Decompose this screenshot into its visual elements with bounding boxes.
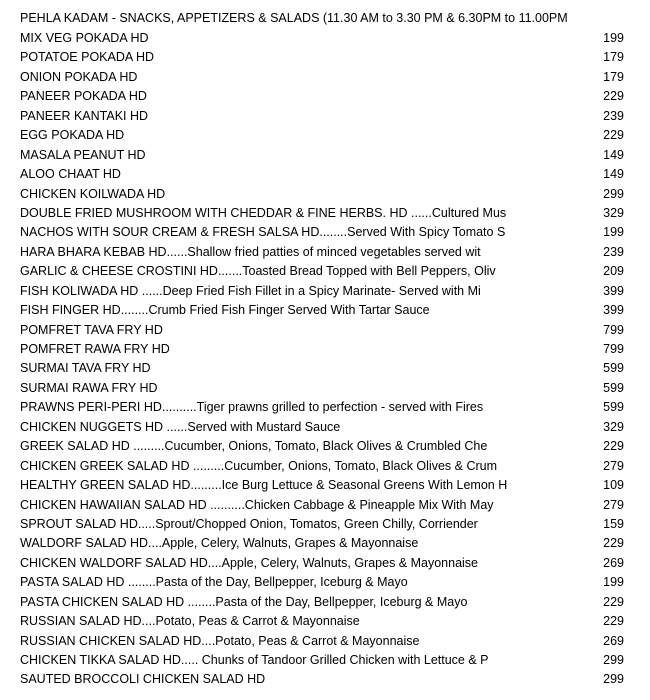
item-price: 329 [603,205,624,220]
item-price: 599 [603,361,624,376]
item-name: CHICKEN TIKKA SALAD HD..... Chunks of Tandoor Grilled Chicken with Lettuce & P [20,653,489,667]
menu-row [0,418,650,437]
item-name: ALOO CHAAT HD [20,167,121,182]
item-name: PANEER KANTAKI HD [20,108,149,123]
menu-row [0,612,650,631]
item-name: CHICKEN KOILWADA HD [20,186,166,201]
item-name: PASTA CHICKEN SALAD HD ........Pasta of the Day, Bellpepper, Iceburg & Mayo [20,594,468,609]
menu-row [0,126,650,145]
item-price: 109 [603,478,624,493]
menu-row [0,398,650,417]
menu-row [0,515,650,534]
menu-row [0,301,650,320]
item-price: 279 [603,497,624,512]
item-price: 229 [603,128,624,143]
menu-row [0,262,650,281]
item-price: 239 [603,108,624,123]
menu-section-title: PEHLA KADAM - SNACKS, APPETIZERS & SALADS (11.30 AM to 3.30 PM & 6.30PM to 11.00PM [20,11,568,25]
menu-row [0,359,650,378]
item-name: PANEER POKADA HD [20,89,147,104]
item-name: CHICKEN WALDORF SALAD HD....Apple, Celery, Walnuts, Grapes & Mayonnaise [20,555,479,570]
item-price: 799 [603,322,624,337]
menu-row [0,29,650,48]
menu-row [0,48,650,67]
item-price: 399 [603,283,624,298]
item-name: CHICKEN HAWAIIAN SALAD HD ..........Chicken Cabbage & Pineapple Mix With May [20,497,494,512]
item-price: 179 [603,50,624,65]
menu-row [0,204,650,223]
item-name: FISH FINGER HD........Crumb Fried Fish Finger Served With Tartar Sauce [20,303,430,318]
item-price: 799 [603,342,624,356]
menu-row [0,457,650,476]
item-name: GARLIC & CHEESE CROSTINI HD.......Toasted Bread Topped with Bell Peppers, Oliv [20,264,496,279]
item-name: EGG POKADA HD [20,128,125,143]
item-price: 269 [603,633,624,648]
item-name: HEALTHY GREEN SALAD HD.........Ice Burg Lettuce & Seasonal Greens With Lemon H [20,478,508,493]
menu-row [0,496,650,515]
item-price: 199 [603,31,624,45]
menu-row [0,593,650,612]
item-price: 329 [603,419,624,434]
item-name: DOUBLE FRIED MUSHROOM WITH CHEDDAR & FINE HERBS. HD ......Cultured Mus [20,205,507,220]
item-name: RUSSIAN CHICKEN SALAD HD....Potato, Peas & Carrot & Mayonnaise [20,633,420,648]
item-name: WALDORF SALAD HD....Apple, Celery, Walnuts, Grapes & Mayonnaise [20,536,419,551]
item-price: 229 [603,594,624,609]
item-price: 599 [603,400,624,415]
menu-row [0,243,650,262]
menu-row [0,321,650,340]
item-name: CHICKEN GREEK SALAD HD .........Cucumber, Onions, Tomato, Black Olives & Crum [20,458,497,473]
menu-row [0,107,650,126]
item-price: 179 [603,69,624,84]
item-price: 159 [603,516,624,531]
item-price: 299 [603,653,624,667]
item-price: 279 [603,458,624,473]
item-price: 269 [603,555,624,570]
item-name: HARA BHARA KEBAB HD......Shallow fried patties of minced vegetables served wit [20,244,481,259]
item-name: GREEK SALAD HD .........Cucumber, Onions, Tomato, Black Olives & Crumbled Che [20,439,488,454]
menu-row [0,554,650,573]
menu-row [0,146,650,165]
item-name: PASTA SALAD HD ........Pasta of the Day, Bellpepper, Iceburg & Mayo [20,575,408,590]
item-price: 399 [603,303,624,318]
item-name: MASALA PEANUT HD [20,147,146,162]
item-price: 239 [603,244,624,259]
item-name: ONION POKADA HD [20,69,138,84]
item-price: 149 [603,167,624,182]
menu-row [0,476,650,495]
item-price: 199 [603,225,624,240]
menu-row [0,185,650,204]
item-name: MIX VEG POKADA HD [20,31,149,45]
menu-row [0,632,650,651]
item-price: 209 [603,264,624,279]
menu-row [0,87,650,106]
item-name: FISH KOLIWADA HD ......Deep Fried Fish Fillet in a Spicy Marinate- Served with Mi [20,283,481,298]
menu-row [0,165,650,184]
menu-row [0,651,650,670]
menu-row [0,379,650,398]
menu-item-list [0,29,650,690]
item-name: PRAWNS PERI-PERI HD..........Tiger prawns grilled to perfection - served with Fires [20,400,484,415]
item-name: NACHOS WITH SOUR CREAM & FRESH SALSA HD........Served With Spicy Tomato S [20,225,506,240]
item-name: POMFRET TAVA FRY HD [20,322,163,337]
item-price: 229 [603,536,624,551]
item-name: POMFRET RAWA FRY HD [20,342,170,356]
item-price: 149 [603,147,624,162]
item-name: SURMAI TAVA FRY HD [20,361,151,376]
item-price: 229 [603,439,624,454]
menu-row [0,573,650,592]
item-price: 299 [603,186,624,201]
menu-row [0,68,650,87]
menu-row [0,670,650,689]
item-price: 229 [603,614,624,629]
item-name: SURMAI RAWA FRY HD [20,380,158,395]
menu-row [0,223,650,242]
item-name: POTATOE POKADA HD [20,50,155,65]
item-price: 299 [603,672,624,687]
item-name: SAUTED BROCCOLI CHICKEN SALAD HD [20,672,266,687]
menu-row [0,534,650,553]
menu-row [0,340,650,359]
item-name: CHICKEN NUGGETS HD ......Served with Mustard Sauce [20,419,341,434]
item-name: SPROUT SALAD HD.....Sprout/Chopped Onion, Tomatos, Green Chilly, Corriender [20,516,478,531]
menu-row [0,282,650,301]
item-price: 199 [603,575,624,590]
menu-row [0,437,650,456]
item-price: 599 [603,380,624,395]
item-name: RUSSIAN SALAD HD....Potato, Peas & Carrot & Mayonnaise [20,614,360,629]
item-price: 229 [603,89,624,104]
